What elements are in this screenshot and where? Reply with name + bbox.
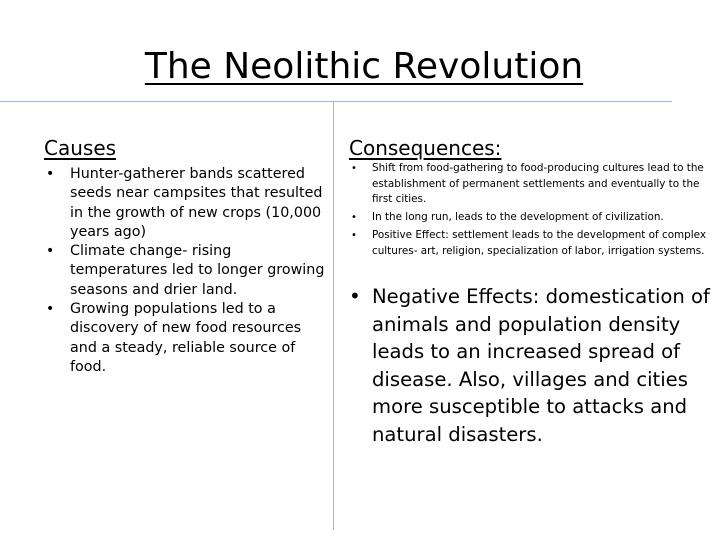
negative-effects-text: Negative Effects: domestication of animals and population density leads to an increased spread of disease. Also, villages and cities more susceptible to attacks and natural disasters. (372, 285, 710, 446)
causes-heading (44, 136, 284, 160)
consequences-item-text: Shift from food-gathering to food-producing cultures lead to the establishment of permanent settlements and eventually to the first cities. (372, 162, 704, 205)
causes-heading-text: Causes (44, 136, 117, 160)
consequences-heading-text: Consequences: (349, 136, 502, 160)
causes-item-text: Growing populations led to a discovery of new food resources and a steady, reliable source of food. (70, 301, 302, 375)
bullet-icon: • (351, 163, 357, 174)
causes-item (44, 300, 330, 377)
consequences-item-text: Positive Effect: settlement leads to the development of complex cultures- art, religion, specialization of labor, irrigation systems. (372, 229, 707, 257)
causes-item-text: Climate change- rising temperatures led to longer growing seasons and drier land. (70, 243, 325, 298)
causes-list (44, 165, 330, 377)
causes-item (44, 242, 330, 300)
bullet-icon: • (46, 166, 55, 182)
bullet-icon: • (349, 284, 361, 308)
causes-item-text: Hunter-gatherer bands scattered seeds near campsites that resulted in the growth of new crops (10,000 years ago) (70, 166, 323, 240)
negative-effects-list (349, 283, 721, 448)
consequences-heading (349, 136, 589, 160)
consequences-item (349, 228, 711, 259)
bullet-icon: • (46, 243, 55, 260)
bullet-icon: • (351, 230, 357, 241)
consequences-item-text: In the long run, leads to the development of civilization. (372, 211, 664, 223)
bullet-icon: • (351, 212, 357, 223)
consequences-item (349, 210, 711, 226)
negative-effects-item (349, 283, 721, 448)
slide-title (0, 45, 728, 89)
bullet-icon: • (46, 301, 55, 318)
title-divider (0, 101, 672, 102)
consequences-item (349, 161, 711, 208)
column-divider (333, 102, 334, 530)
slide-title-text: The Neolithic Revolution (144, 46, 584, 87)
consequences-list (349, 161, 711, 262)
causes-item (44, 165, 330, 242)
